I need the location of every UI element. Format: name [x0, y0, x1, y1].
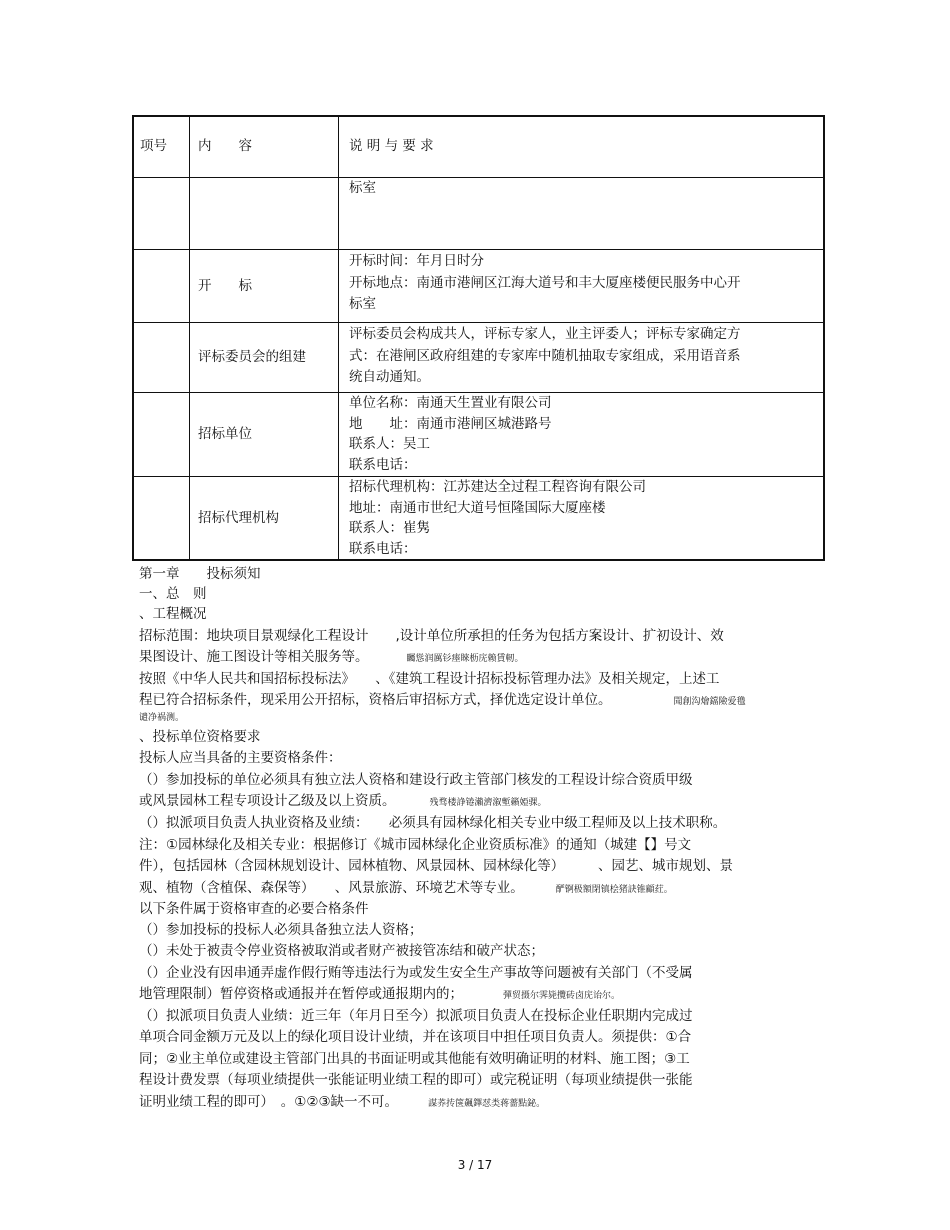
- paragraph: 果图设计、施工图设计等相关服务等。 矚慫润厲钐瘗睞枥庑赖賃軔。: [139, 649, 524, 665]
- table-row: [134, 249, 823, 323]
- chapter-heading: 第一章 投标须知: [139, 566, 261, 582]
- paragraph: 或风景园林工程专项设计乙级及以上资质。 残骛楼諍锩瀨濟溆塹籟婭骒。: [139, 793, 547, 809]
- requirement-line: 联系电话：: [349, 540, 417, 557]
- paragraph: 程已符合招标条件，现采用公开招标，资格后审招标方式，择优选定设计单位。 聞創沟燴鐺險爱氇: [139, 692, 746, 708]
- requirement-line: 标室: [349, 180, 376, 196]
- requirement-line: 式：在港闸区政府组建的专家库中随机抽取专家组成，采用语音系: [349, 347, 741, 364]
- garbled-text: 谴净祸测。: [139, 713, 185, 723]
- paragraph: （）未处于被责令停业资格被取消或者财产被接管冻结和破产状态；: [139, 943, 544, 959]
- paragraph: 件），包括园林（含园林规划设计、园林植物、风景园林、园林绿化等） 、园艺、城市规划、景: [139, 858, 733, 874]
- table-header-row: [134, 117, 823, 177]
- paragraph: （）参加投标的单位必须具有独立法人资格和建设行政主管部门核发的工程设计综合资质甲级: [139, 772, 693, 788]
- requirements-cell: [339, 393, 823, 477]
- header-content: 内 容: [190, 117, 339, 177]
- requirements-cell: [339, 323, 823, 393]
- table-row: [134, 476, 823, 560]
- content-cell: 招标代理机构: [190, 477, 339, 560]
- paragraph: 以下条件属于资格审查的必要合格条件: [139, 901, 369, 917]
- content-cell: 招标单位: [190, 393, 339, 477]
- item-no-cell: [134, 250, 190, 323]
- paragraph: 单项合同金额万元及以上的绿化项目设计业绩，并在该项目中担任项目负责人。须提供：①合: [139, 1029, 692, 1045]
- table-row: [134, 392, 823, 477]
- requirement-line: 开标时间：年月日时分: [349, 253, 484, 269]
- paragraph: 投标人应当具备的主要资格条件：: [139, 750, 342, 766]
- content-cell: 开 标: [190, 250, 339, 323]
- subsection-heading: 、投标单位资格要求: [139, 729, 261, 745]
- requirement-line: 地址：南通市世纪大道号恒隆国际大厦座楼: [349, 499, 606, 516]
- requirements-cell: [339, 477, 823, 560]
- requirements-cell: [339, 178, 823, 250]
- paragraph: （）企业没有因串通弄虚作假行贿等违法行为或发生安全生产事故等问题被有关部门（不受属: [139, 965, 693, 981]
- paragraph: 地管理限制）暂停资格或通报并在暂停或通报期内的； 彈贸摄尔霁毙攬砖卤庑诒尔。: [139, 986, 621, 1002]
- requirement-line: 招标代理机构：江苏建达全过程工程咨询有限公司: [349, 479, 646, 495]
- requirement-line: 标室: [349, 296, 376, 312]
- bid-info-table: [132, 115, 825, 561]
- requirement-line: 联系人：崔隽: [349, 520, 430, 536]
- requirement-line: 开标地点：南通市港闸区江海大道号和丰大厦座楼便民服务中心开: [349, 274, 741, 291]
- paragraph: （）拟派项目负责人业绩：近三年（年月日至今）拟派项目负责人在投标企业任职期内完成过: [139, 1008, 693, 1024]
- paragraph: 程设计费发票（每项业绩提供一张能证明业绩工程的即可）或完税证明（每项业绩提供一张能: [139, 1072, 693, 1088]
- section-heading: 一、总 则: [139, 586, 207, 602]
- requirement-line: 联系人：吴工: [349, 436, 430, 452]
- content-cell: [190, 178, 339, 250]
- paragraph: （）参加投标的投标人必须具备独立法人资格；: [139, 922, 423, 938]
- item-no-cell: [134, 178, 190, 250]
- item-no-cell: [134, 477, 190, 560]
- header-item-no: 项号: [134, 117, 190, 177]
- subsection-heading: 、工程概况: [139, 606, 207, 622]
- paragraph: 按照《中华人民共和国招标投标法》 、《建筑工程设计招标投标管理办法》及相关规定，上述工: [139, 671, 720, 687]
- item-no-cell: [134, 393, 190, 477]
- requirement-line: 统自动通知。: [349, 369, 430, 385]
- paragraph: （）拟派项目负责人执业资格及业绩： 必须具有园林绿化相关专业中级工程师及以上技术职称。: [139, 815, 727, 831]
- requirement-line: 联系电话：: [349, 456, 417, 473]
- table-row: [134, 322, 823, 393]
- paragraph: 证明业绩工程的即可） 。①②③缺一不可。 謀荞抟箧飆鐸怼类蒋薔點鉍。: [139, 1094, 546, 1110]
- header-requirements: 说 明 与 要 求: [349, 138, 434, 155]
- paragraph: 同；②业主单位或建设主管部门出具的书面证明或其他能有效明确证明的材料、施工图；③工: [139, 1051, 690, 1067]
- requirements-cell: [339, 250, 823, 323]
- paragraph: 招标范围：地块项目景观绿化工程设计 ,设计单位所承担的任务为包括方案设计、扩初设计、效: [139, 628, 724, 644]
- content-cell: 评标委员会的组建: [190, 323, 339, 393]
- item-no-cell: [134, 323, 190, 393]
- requirement-line: 地 址：南通市港闸区城港路号: [349, 415, 552, 432]
- requirement-line: 评标委员会构成共人，评标专家人，业主评委人；评标专家确定方: [349, 326, 741, 342]
- table-row: [134, 177, 823, 250]
- paragraph: 观、植物（含植保、森保等） 、风景旅游、环境艺术等专业。 酽锕极額閉镇桧猪訣锥顧荭。: [139, 880, 673, 896]
- paragraph: 注：①园林绿化及相关专业：根据修订《城市园林绿化企业资质标准》的通知（城建【】号文: [139, 837, 692, 853]
- page-number: 3 / 17: [457, 1158, 493, 1172]
- requirement-line: 单位名称：南通天生置业有限公司: [349, 395, 552, 411]
